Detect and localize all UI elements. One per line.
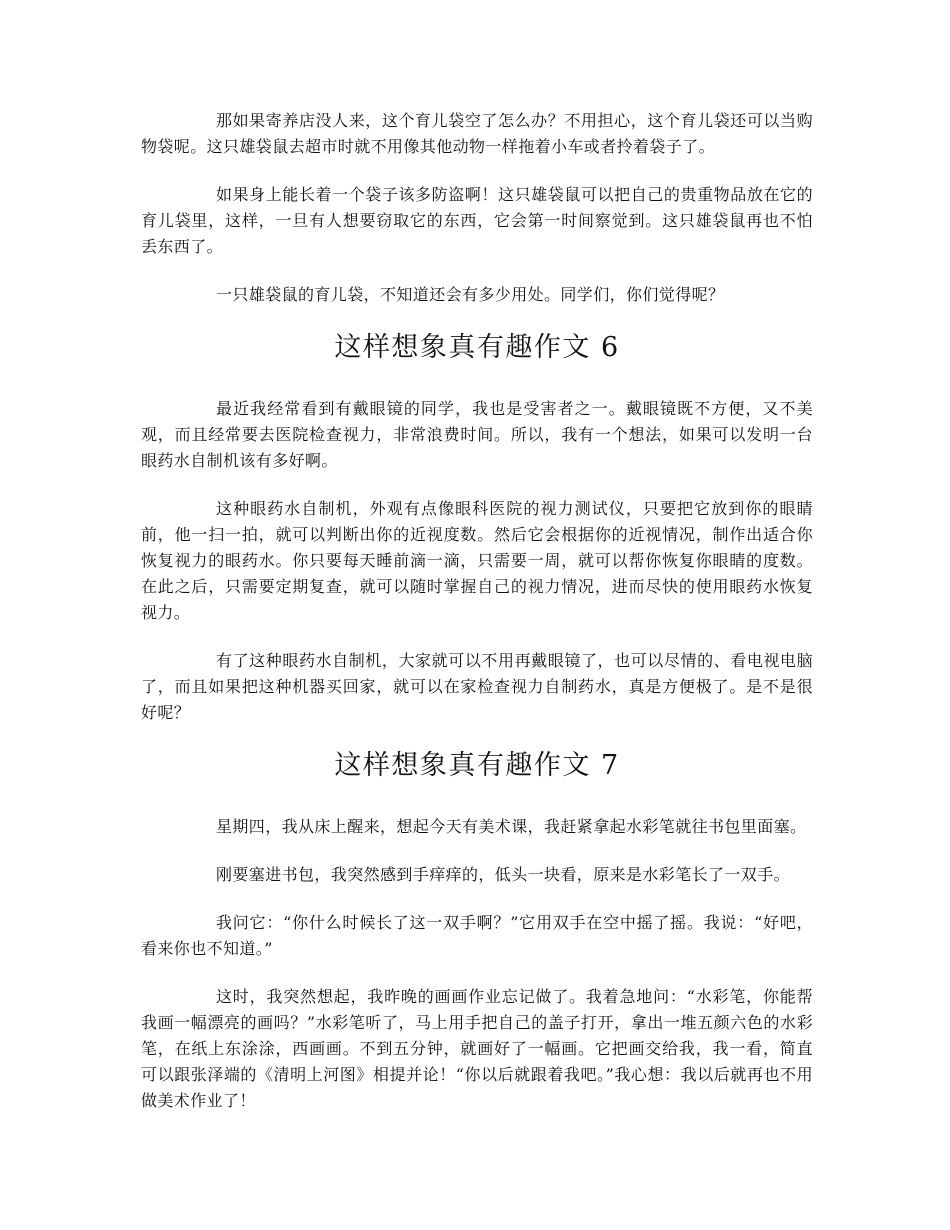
section-intro <box>141 108 813 308</box>
paragraph: 如果身上能长着一个袋子该多防盗啊！这只雄袋鼠可以把自己的贵重物品放在它的育儿袋里，这样，一旦有人想要窃取它的东西，它会第一时间察觉到。这只雄袋鼠再也不怕丢东西了。 <box>141 185 813 256</box>
section-essay-7 <box>141 748 813 1114</box>
paragraph: 这种眼药水自制机，外观有点像眼科医院的视力测试仪，只要把它放到你的眼睛前，他一扫一拍，就可以判断出你的近视度数。然后它会根据你的近视情况，制作出适合你恢复视力的眼药水。你只要每天睡前滴一滴，只需要一周，就可以帮你恢复你眼睛的度数。在此之后，只需要定期复查，就可以随时掌握自己的视力情况，进而尽快的使用眼药水恢复视力。 <box>141 499 813 622</box>
paragraph: 有了这种眼药水自制机，大家就可以不用再戴眼镜了，也可以尽情的、看电视电脑了，而且如果把这种机器买回家，就可以在家检查视力自制药水，真是方便极了。是不是很好呢？ <box>141 651 813 722</box>
paragraph: 这时，我突然想起，我昨晚的画画作业忘记做了。我着急地问：“水彩笔，你能帮我画一幅漂亮的画吗？”水彩笔听了，马上用手把自己的盖子打开，拿出一堆五颜六色的水彩笔，在纸上东涂涂，西画画。不到五分钟，就画好了一幅画。它把画交给我，我一看，简直可以跟张泽端的《清明上河图》相提并论！“你以后就跟着我吧。”我心想：我以后就再也不用做美术作业了！ <box>141 987 813 1110</box>
paragraph: 那如果寄养店没人来，这个育儿袋空了怎么办？不用担心，这个育儿袋还可以当购物袋呢。这只雄袋鼠去超市时就不用像其他动物一样拖着小车或者拎着袋子了。 <box>141 111 813 156</box>
essay-heading: 这样想象真有趣作文 6 <box>334 332 620 363</box>
paragraph: 一只雄袋鼠的育儿袋，不知道还会有多少用处。同学们，你们觉得呢？ <box>216 285 725 304</box>
document-page <box>141 108 813 1136</box>
paragraph: 刚要塞进书包，我突然感到手痒痒的，低头一块看，原来是水彩笔长了一双手。 <box>216 865 791 884</box>
paragraph: 星期四，我从床上醒来，想起今天有美术课，我赶紧拿起水彩笔就往书包里面塞。 <box>216 817 807 836</box>
essay-heading: 这样想象真有趣作文 7 <box>334 750 620 781</box>
paragraph: 最近我经常看到有戴眼镜的同学，我也是受害者之一。戴眼镜既不方便，又不美观，而且经常要去医院检查视力，非常浪费时间。所以，我有一个想法，如果可以发明一台眼药水自制机该有多好啊。 <box>141 399 813 470</box>
section-essay-6 <box>141 330 813 726</box>
paragraph: 我问它：“你什么时候长了这一双手啊？”它用双手在空中摇了摇。我说：“好吧，看来你也不知道。” <box>141 913 813 958</box>
